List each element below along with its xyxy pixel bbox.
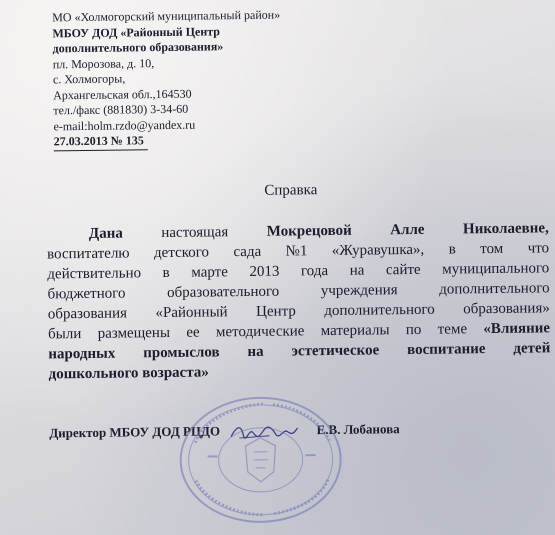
letterhead-line: МО «Холмогорский муниципальный район» — [52, 7, 281, 25]
body-word: промыслов — [143, 344, 220, 362]
body-word: Центр — [256, 303, 296, 320]
body-word: в — [162, 264, 170, 282]
body-word: эстетическое — [291, 342, 380, 360]
body-word: дополнительного — [324, 301, 435, 320]
body-word: в — [448, 241, 456, 258]
body-word: «Влияние — [483, 320, 551, 338]
body-word: образования» — [463, 300, 550, 318]
body-word: воспитателю — [47, 245, 130, 263]
body-word: по — [405, 321, 422, 339]
handwritten-signature — [229, 422, 299, 441]
body-word: что — [527, 240, 550, 257]
body-word: «Районный — [155, 304, 228, 322]
body-word: действительно — [47, 265, 142, 283]
body-word: образования — [47, 305, 128, 323]
letterhead — [52, 8, 282, 151]
body-word: теме — [437, 321, 468, 338]
body-word: народных — [48, 345, 116, 363]
body-word: сайте — [385, 261, 421, 279]
document-body — [47, 218, 551, 384]
body-word: года — [300, 263, 329, 280]
body-word: дошкольного возраста» — [48, 364, 209, 383]
signatory-position: Директор МБОУ ДОД РЦДО — [49, 423, 221, 441]
round-seal-stamp — [173, 389, 350, 526]
signature-block — [49, 421, 400, 443]
body-word: ее — [186, 324, 200, 341]
letterhead-phone: тел./факс (881830) 3-34-60 — [53, 101, 189, 118]
body-word: том — [480, 240, 504, 258]
letterhead-email: e-mail:holm.rzdo@yandex.ru — [53, 117, 196, 133]
letterhead-org-name-cont: дополнительного образования» — [52, 39, 224, 56]
letterhead-village: с. Холмогоры, — [52, 71, 126, 87]
body-word: дополнительного — [439, 280, 550, 298]
body-word: бюджетного — [47, 285, 126, 303]
body-word: №1 — [285, 243, 308, 260]
body-word: 2013 — [249, 263, 280, 280]
body-word: методические — [215, 323, 305, 341]
body-word: образовательного — [166, 283, 280, 301]
body-word: детского — [153, 244, 210, 262]
body-word: на — [349, 262, 365, 279]
document-title: Справка — [264, 182, 318, 199]
body-word: Дана — [88, 225, 123, 242]
document-date-number: 27.03.2013 № 135 — [54, 133, 148, 151]
body-word: муниципального — [442, 260, 550, 278]
body-word: Мокрецовой — [266, 222, 352, 240]
body-word: детей — [513, 340, 551, 357]
letterhead-org-name: МБОУ ДОД «Районный Центр — [52, 23, 221, 40]
body-word: размещены — [97, 324, 171, 342]
body-word: учреждения — [320, 282, 398, 300]
body-word: «Журавушка», — [331, 241, 425, 259]
body-word: воспитание — [406, 341, 486, 359]
body-word: были — [47, 326, 82, 343]
body-word: марте — [191, 264, 228, 281]
signatory-name: Е.В. Лобанова — [316, 421, 400, 438]
letterhead-address: пл. Морозова, д. 10, — [52, 55, 155, 71]
body-word: сада — [233, 243, 262, 261]
body-word: материалы — [320, 322, 390, 340]
body-word: настоящая — [161, 224, 229, 242]
letterhead-region: Архангельская обл.,164530 — [53, 86, 192, 102]
body-word: на — [247, 343, 264, 361]
body-word: Николаевне, — [462, 220, 549, 238]
body-word: Алле — [390, 221, 425, 239]
